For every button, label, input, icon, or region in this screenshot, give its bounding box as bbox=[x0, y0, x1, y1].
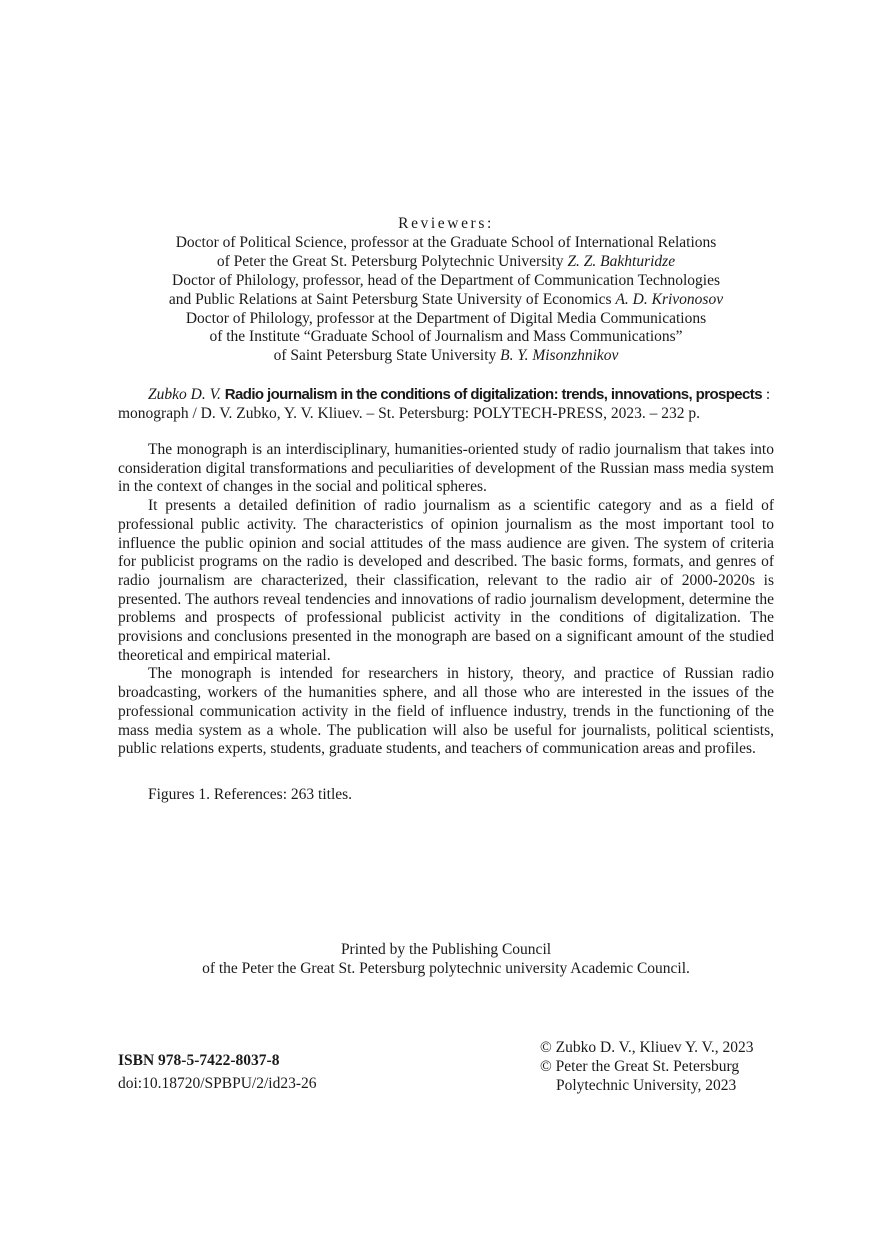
council-line-1: Printed by the Publishing Council bbox=[340, 941, 552, 958]
citation-colon: : bbox=[765, 386, 771, 403]
reviewer-2-line-2 bbox=[118, 291, 774, 310]
reviewer-3-line-3 bbox=[118, 347, 774, 366]
abstract bbox=[118, 441, 774, 759]
publishing-council-note bbox=[118, 940, 774, 978]
citation-author: Zubko D. V. bbox=[148, 386, 221, 403]
isbn: ISBN 978-5-7422-8037-8 bbox=[118, 1052, 280, 1069]
copyright-line-3: Polytechnic University, 2023 bbox=[556, 1077, 737, 1094]
reviewer-3-line-2: of the Institute “Graduate School of Journalism and Mass Communications” bbox=[209, 328, 683, 346]
reviewers-heading: Reviewers: bbox=[398, 215, 494, 232]
reviewer-3-affiliation: of Saint Petersburg State University bbox=[273, 347, 497, 365]
council-line-2: of the Peter the Great St. Petersburg polytechnic university Academic Council. bbox=[202, 960, 690, 977]
reviewer-1-name: Z. Z. Bakhturidze bbox=[567, 252, 676, 270]
bibliographic-citation bbox=[118, 385, 774, 423]
abstract-paragraph-2: It presents a detailed definition of radio journalism as a scientific category and as a field of professional public activity. The characteristics of opinion journalism as the most important tool to influence the public opinion and social attitudes of the mass audience are given. The system of criteria for publicist programs on the radio is developed and described. The basic forms, formats, and genres of radio journalism are characterized, their classification, relevant to the radio air of 2000-2020s is presented. The authors reveal tendencies and innovations of radio journalism development, determine the problems and prospects of professional publicist activity in the conditions of digitalization. The provisions and conclusions presented in the monograph are based on a significant amount of the studied theoretical and empirical material. bbox=[118, 497, 774, 664]
abstract-paragraph-3: The monograph is intended for researchers in history, theory, and practice of Russian radio broadcasting, workers of the humanities sphere, and all those who are interested in the issues of the professional communication activity in the field of influence industry, trends in the functioning of the mass media system as a whole. The publication will also be useful for journalists, political scientists, public relations experts, students, graduate students, and teachers of communication areas and profiles. bbox=[118, 665, 774, 758]
reviewer-1-affiliation: of Peter the Great St. Petersburg Polytechnic University bbox=[216, 252, 564, 270]
reviewer-2-name: A. D. Krivonosov bbox=[615, 290, 724, 308]
citation-title-line bbox=[118, 385, 774, 404]
isbn-doi-block bbox=[118, 1049, 317, 1095]
reviewer-2-line-1: Doctor of Philology, professor, head of the Department of Communication Technologies bbox=[172, 271, 720, 289]
reviewer-1-line-1: Doctor of Political Science, professor at the Graduate School of International Relations bbox=[175, 233, 717, 251]
copyright-line-2: © Peter the Great St. Petersburg bbox=[540, 1058, 740, 1075]
copyright-line-1: © Zubko D. V., Kliuev Y. V., 2023 bbox=[540, 1039, 754, 1056]
reviewer-1-line-2 bbox=[118, 253, 774, 272]
copyright-block bbox=[540, 1038, 753, 1095]
reviewer-3-name: B. Y. Misonzhnikov bbox=[500, 347, 619, 365]
figures-references-note: Figures 1. References: 263 titles. bbox=[148, 786, 353, 803]
reviewer-2-affiliation: and Public Relations at Saint Petersburg State University of Economics bbox=[168, 290, 612, 308]
reviewers-block bbox=[118, 215, 774, 366]
reviewer-3-line-1: Doctor of Philology, professor at the Department of Digital Media Communications bbox=[185, 309, 707, 327]
doi: doi:10.18720/SPBPU/2/id23-26 bbox=[118, 1075, 317, 1092]
citation-title: Radio journalism in the conditions of digitalization: trends, innovations, prospects bbox=[224, 386, 762, 403]
citation-details: monograph / D. V. Zubko, Y. V. Kliuev. – St. Petersburg: POLYTECH-PRESS, 2023. – 232 p. bbox=[118, 405, 701, 422]
abstract-paragraph-1: The monograph is an interdisciplinary, humanities-oriented study of radio journalism that takes into consideration digital transformations and peculiarities of development of the Russian mass media system in the context of changes in the social and political spheres. bbox=[118, 441, 774, 496]
